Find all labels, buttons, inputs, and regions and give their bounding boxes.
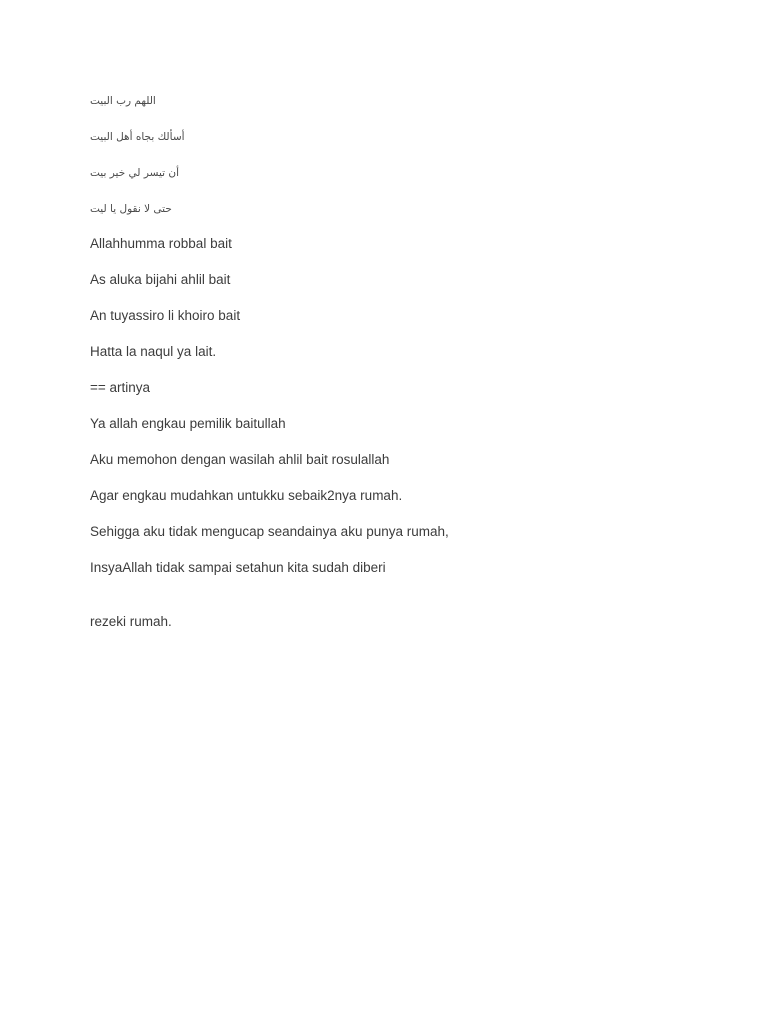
translation-line-3: Agar engkau mudahkan untukku sebaik2nya rumah. — [90, 488, 403, 503]
translation-line-4: Sehigga aku tidak mengucap seandainya aku punya rumah, — [90, 524, 449, 539]
arabic-line-1: اللهم رب البيت — [90, 95, 156, 107]
transliteration-line-4: Hatta la naqul ya lait. — [90, 344, 217, 359]
section-heading: == artinya — [90, 380, 151, 395]
transliteration-line-3: An tuyassiro li khoiro bait — [90, 308, 241, 323]
translation-line-1: Ya allah engkau pemilik baitullah — [90, 416, 286, 431]
transliteration-line-2: As aluka bijahi ahlil bait — [90, 272, 231, 287]
translation-line-2: Aku memohon dengan wasilah ahlil bait rosulallah — [90, 452, 390, 467]
transliteration-line-1: Allahhumma robbal bait — [90, 236, 232, 251]
arabic-line-2: أسألك بجاه أهل البيت — [90, 131, 185, 143]
closing-line: rezeki rumah. — [90, 614, 172, 629]
arabic-line-4: حتى لا نقول يا ليت — [90, 203, 172, 215]
arabic-line-3: أن تيسر لي خير بيت — [90, 167, 180, 179]
translation-line-5: InsyaAllah tidak sampai setahun kita sudah diberi — [90, 560, 386, 575]
